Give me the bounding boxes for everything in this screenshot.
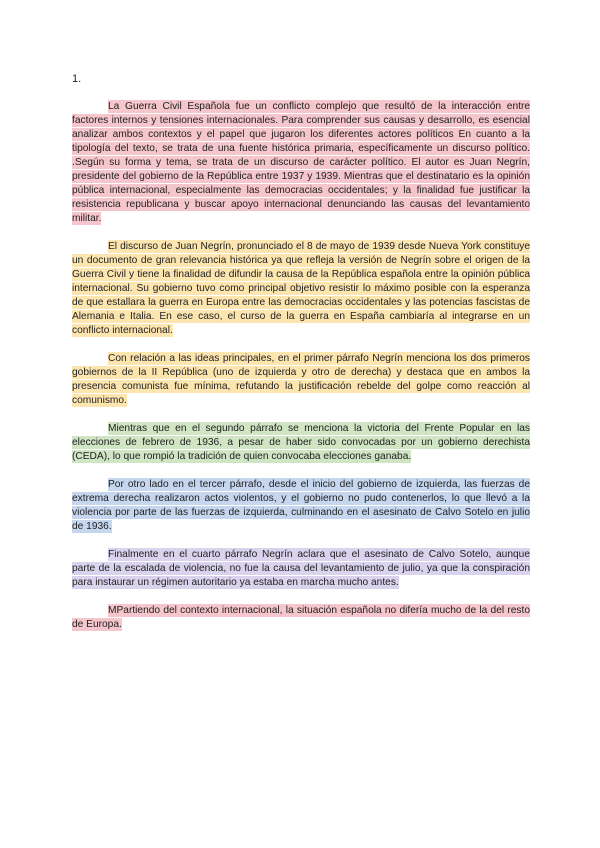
highlighted-text: MPartiendo del contexto internacional, la situación española no difería mucho de la del resto de Europa. <box>72 605 530 630</box>
paragraph-second <box>72 422 530 464</box>
paragraph-conclusion <box>72 604 530 632</box>
highlighted-text: Con relación a las ideas principales, en el primer párrafo Negrín menciona los dos primeros gobiernos de la II República (uno de izquierda y otro de derecha) y destaca que en ambos la presencia comunista fue mínima, refutando la justificación rebelde del golpe como reacción al comunismo. <box>72 353 530 406</box>
highlighted-text: Por otro lado en el tercer párrafo, desde el inicio del gobierno de izquierda, las fuerzas de extrema derecha realizaron actos violentos, y el gobierno no pudo contenerlos, lo que llevó a la violencia por parte de las fuerzas de izquierda, culminando en el asesinato de Calvo Sotelo en julio de 1936. <box>72 479 530 532</box>
paragraph-main-ideas <box>72 352 530 408</box>
paragraph-fourth <box>72 548 530 590</box>
highlighted-text: El discurso de Juan Negrín, pronunciado el 8 de mayo de 1939 desde Nueva York constituye un documento de gran relevancia histórica ya que refleja la versión de Negrín sobre el origen de la Guerra Civil y tiene la finalidad de difundir la causa de la República española entre la opinión pública internacional. Su gobierno tuvo como principal objetivo resistir lo máximo posible con la esperanza de que estallara la guerra en Europa entre las democracias occidentales y las potencias fascistas de Alemania e Italia. En ese caso, el curso de la guerra en España cambiaría al integrarse en un conflicto internacional. <box>72 241 530 336</box>
paragraph-third <box>72 478 530 534</box>
highlighted-text: La Guerra Civil Española fue un conflicto complejo que resultó de la interacción entre factores internos y tensiones internacionales. Para comprender sus causas y desarrollo, es esencial analizar ambos contextos y el papel que jugaron los diferentes actores políticos En cuanto a la tipología del texto, se trata de una fuente histórica primaria, específicamente un discurso político. .Según su forma y tema, se trata de un discurso de carácter político. El autor es Juan Negrín, presidente del gobierno de la República entre 1937 y 1939. Mientras que el destinatario es la opinión pública internacional, especialmente las democracias occidentales; y la finalidad fue justificar la resistencia republicana y buscar apoyo internacional denunciando las causas del levantamiento militar. <box>72 101 530 224</box>
highlighted-text: Finalmente en el cuarto párrafo Negrín aclara que el asesinato de Calvo Sotelo, aunque parte de la escalada de violencia, no fue la causa del levantamiento de julio, ya que la conspiración para instaurar un régimen autoritario ya estaba en marcha mucho antes. <box>72 549 530 588</box>
highlighted-text: Mientras que en el segundo párrafo se menciona la victoria del Frente Popular en las elecciones de febrero de 1936, a pesar de haber sido convocadas por un gobierno derechista (CEDA), lo que rompió la tradición de quien convocaba elecciones ganaba. <box>72 423 530 462</box>
paragraph-context <box>72 240 530 338</box>
section-number: 1. <box>72 73 82 85</box>
paragraph-introduction <box>72 100 530 226</box>
